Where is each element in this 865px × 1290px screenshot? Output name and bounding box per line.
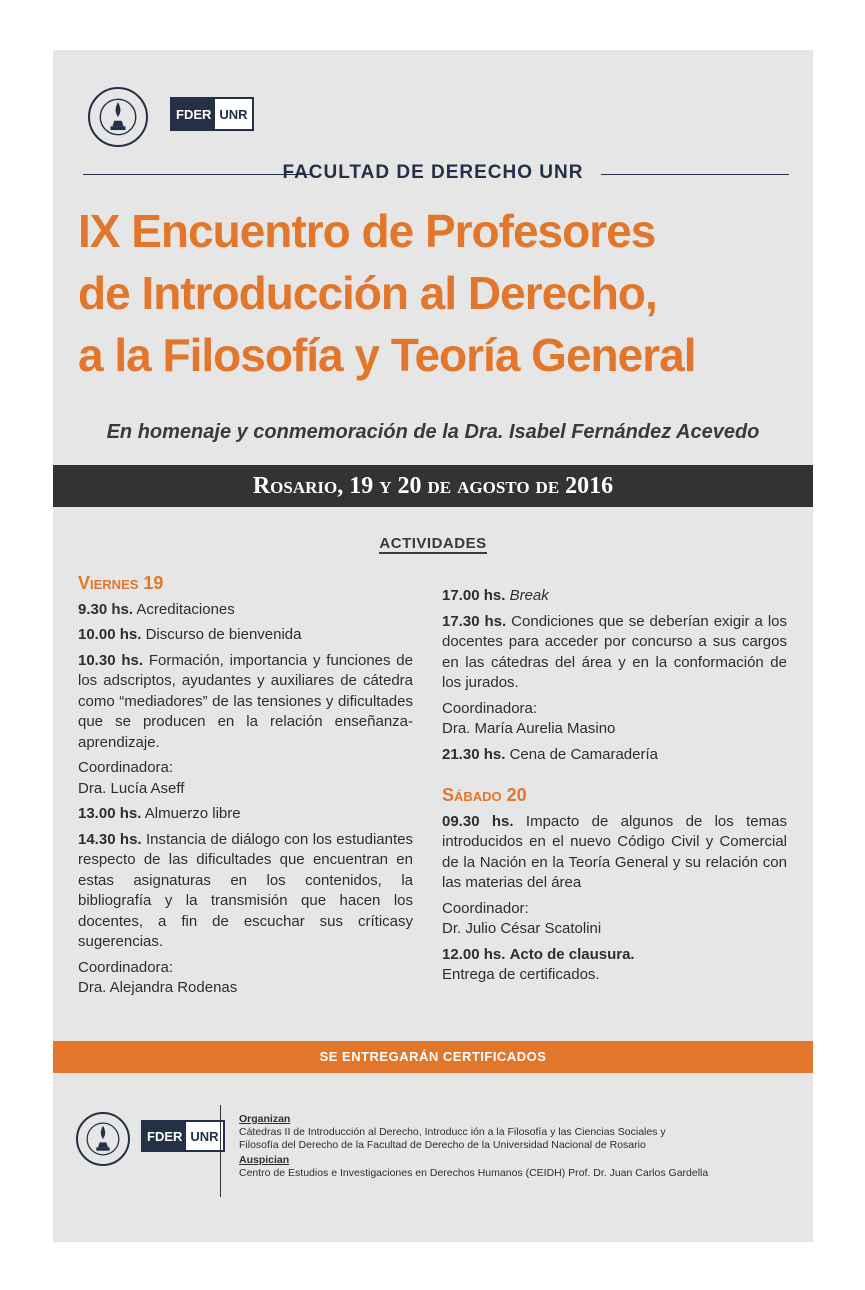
- university-seal-icon: [78, 1114, 128, 1164]
- coordinator-block: [78, 958, 413, 999]
- coordinator-name: Dr. Julio César Scatolini: [442, 920, 602, 937]
- schedule-item: [442, 745, 787, 766]
- coordinator-name: Dra. Lucía Aseff: [78, 779, 185, 797]
- item-text: Acreditaciones: [136, 600, 235, 618]
- fder-unr-logo: [170, 97, 254, 131]
- item-time: 9.30 hs.: [78, 600, 134, 618]
- item-text: Impacto de algunos de los temas introducidos en el nuevo Código Civil y Comercial de la Nación en la Teoría General y su relación con las materias del área: [442, 812, 787, 891]
- item-text: Condiciones que se deberían exigir a los docentes para acceder por concurso a sus cargos en las cátedras del área y en la conformación de los jurados.: [442, 612, 787, 691]
- day-heading-friday: Viernes 19: [78, 573, 164, 593]
- coordinator-block: [442, 699, 787, 740]
- fder-unr-logo-footer: [141, 1120, 225, 1152]
- item-bold-text: Acto de clausura.: [509, 945, 635, 963]
- coordinator-name: Dra. Alejandra Rodenas: [78, 979, 238, 996]
- title-line: IX Encuentro de Profesores: [78, 205, 656, 257]
- date-banner: [53, 465, 813, 507]
- university-seal-logo-footer: [76, 1112, 130, 1166]
- organizan-label: Organizan: [239, 1113, 291, 1125]
- certificates-banner: SE ENTREGARÁN CERTIFICADOS: [53, 1041, 813, 1073]
- schedule-item: [442, 945, 787, 986]
- coordinator-block: [442, 899, 787, 940]
- footer-divider: [220, 1105, 221, 1197]
- schedule-item: [78, 600, 413, 621]
- item-time: 13.00 hs.: [78, 805, 142, 822]
- coordinator-label: Coordinadora:: [78, 759, 174, 776]
- item-text: Discurso de bienvenida: [145, 626, 302, 643]
- schedule-item: [442, 812, 787, 894]
- date-banner-text: Rosario, 19 y 20 de agosto de 2016: [252, 473, 614, 499]
- item-time: 09.30 hs.: [442, 812, 514, 830]
- item-text: Break: [509, 587, 549, 604]
- auspician-label: Auspician: [239, 1154, 290, 1166]
- title-line: de Introducción al Derecho,: [78, 267, 657, 319]
- item-time: 17.30 hs.: [442, 612, 507, 630]
- organizan-line: Cátedras II de Introducción al Derecho, Introducc ión a la Filosofía y las Ciencias Sociales y: [239, 1126, 666, 1138]
- item-text: Formación, importancia y funciones de los adscriptos, ayudantes y auxiliares de cátedra como “mediadores” de las tensiones y dificultades que se producen en la relación enseñanza-aprendizaje.: [78, 651, 413, 751]
- unr-label: UNR: [186, 1122, 222, 1150]
- item-time: 12.00 hs.: [442, 945, 506, 963]
- university-seal-icon: [90, 89, 146, 145]
- auspician-text: Centro de Estudios e Investigaciones en Derechos Humanos (CEIDH) Prof. Dr. Juan Carlos Gardella: [239, 1167, 709, 1179]
- coordinator-label: Coordinador:: [442, 899, 529, 917]
- coordinator-block: [78, 758, 413, 799]
- day-heading-saturday: Sábado 20: [442, 785, 527, 805]
- item-time: 14.30 hs.: [78, 830, 142, 848]
- schedule-item: [78, 625, 413, 646]
- schedule-item: [442, 586, 787, 607]
- university-seal-logo: [88, 87, 148, 147]
- fder-label: FDER: [143, 1122, 186, 1150]
- schedule-item: [78, 651, 413, 754]
- right-column: [442, 586, 787, 991]
- title-line: a la Filosofía y Teoría General: [78, 329, 696, 381]
- footer-credits: [239, 1113, 809, 1182]
- coordinator-label: Coordinadora:: [442, 699, 538, 717]
- item-text: Entrega de certificados.: [442, 966, 600, 983]
- activities-heading-text: ACTIVIDADES: [379, 535, 487, 552]
- coordinator-name: Dra. María Aurelia Masino: [442, 720, 616, 737]
- event-subtitle: En homenaje y conmemoración de la Dra. Isabel Fernández Acevedo: [106, 421, 760, 443]
- item-time: 10.00 hs.: [78, 626, 142, 643]
- item-text: Almuerzo libre: [144, 805, 241, 822]
- item-time: 17.00 hs.: [442, 587, 506, 604]
- event-title: [78, 200, 813, 386]
- fder-label: FDER: [172, 99, 215, 129]
- item-text: Instancia de diálogo con los estudiantes respecto de las dificultades que encuentran en estas asignaturas en los contenidos, la bibliografía y la transmisión que hacen los docentes, a fin de escuchar sus críticasy sugerencias.: [78, 830, 413, 950]
- item-time: 10.30 hs.: [78, 651, 144, 669]
- schedule-item: [78, 830, 413, 953]
- organizan-line: Filosofía del Derecho de la Facultad de Derecho de la Universidad Nacional de Rosario: [239, 1139, 646, 1151]
- schedule-item: [442, 612, 787, 694]
- coordinator-label: Coordinadora:: [78, 958, 174, 976]
- activities-heading: [53, 535, 813, 552]
- item-time: 21.30 hs.: [442, 745, 506, 763]
- faculty-heading: FACULTAD DE DERECHO UNR: [282, 162, 584, 183]
- item-text: Cena de Camaradería: [509, 745, 658, 763]
- faculty-row: [53, 160, 813, 190]
- auspician-block: [239, 1154, 809, 1180]
- unr-label: UNR: [215, 99, 251, 129]
- organizan-block: [239, 1113, 809, 1152]
- friday-column: [78, 573, 413, 1004]
- schedule-item: [78, 804, 413, 825]
